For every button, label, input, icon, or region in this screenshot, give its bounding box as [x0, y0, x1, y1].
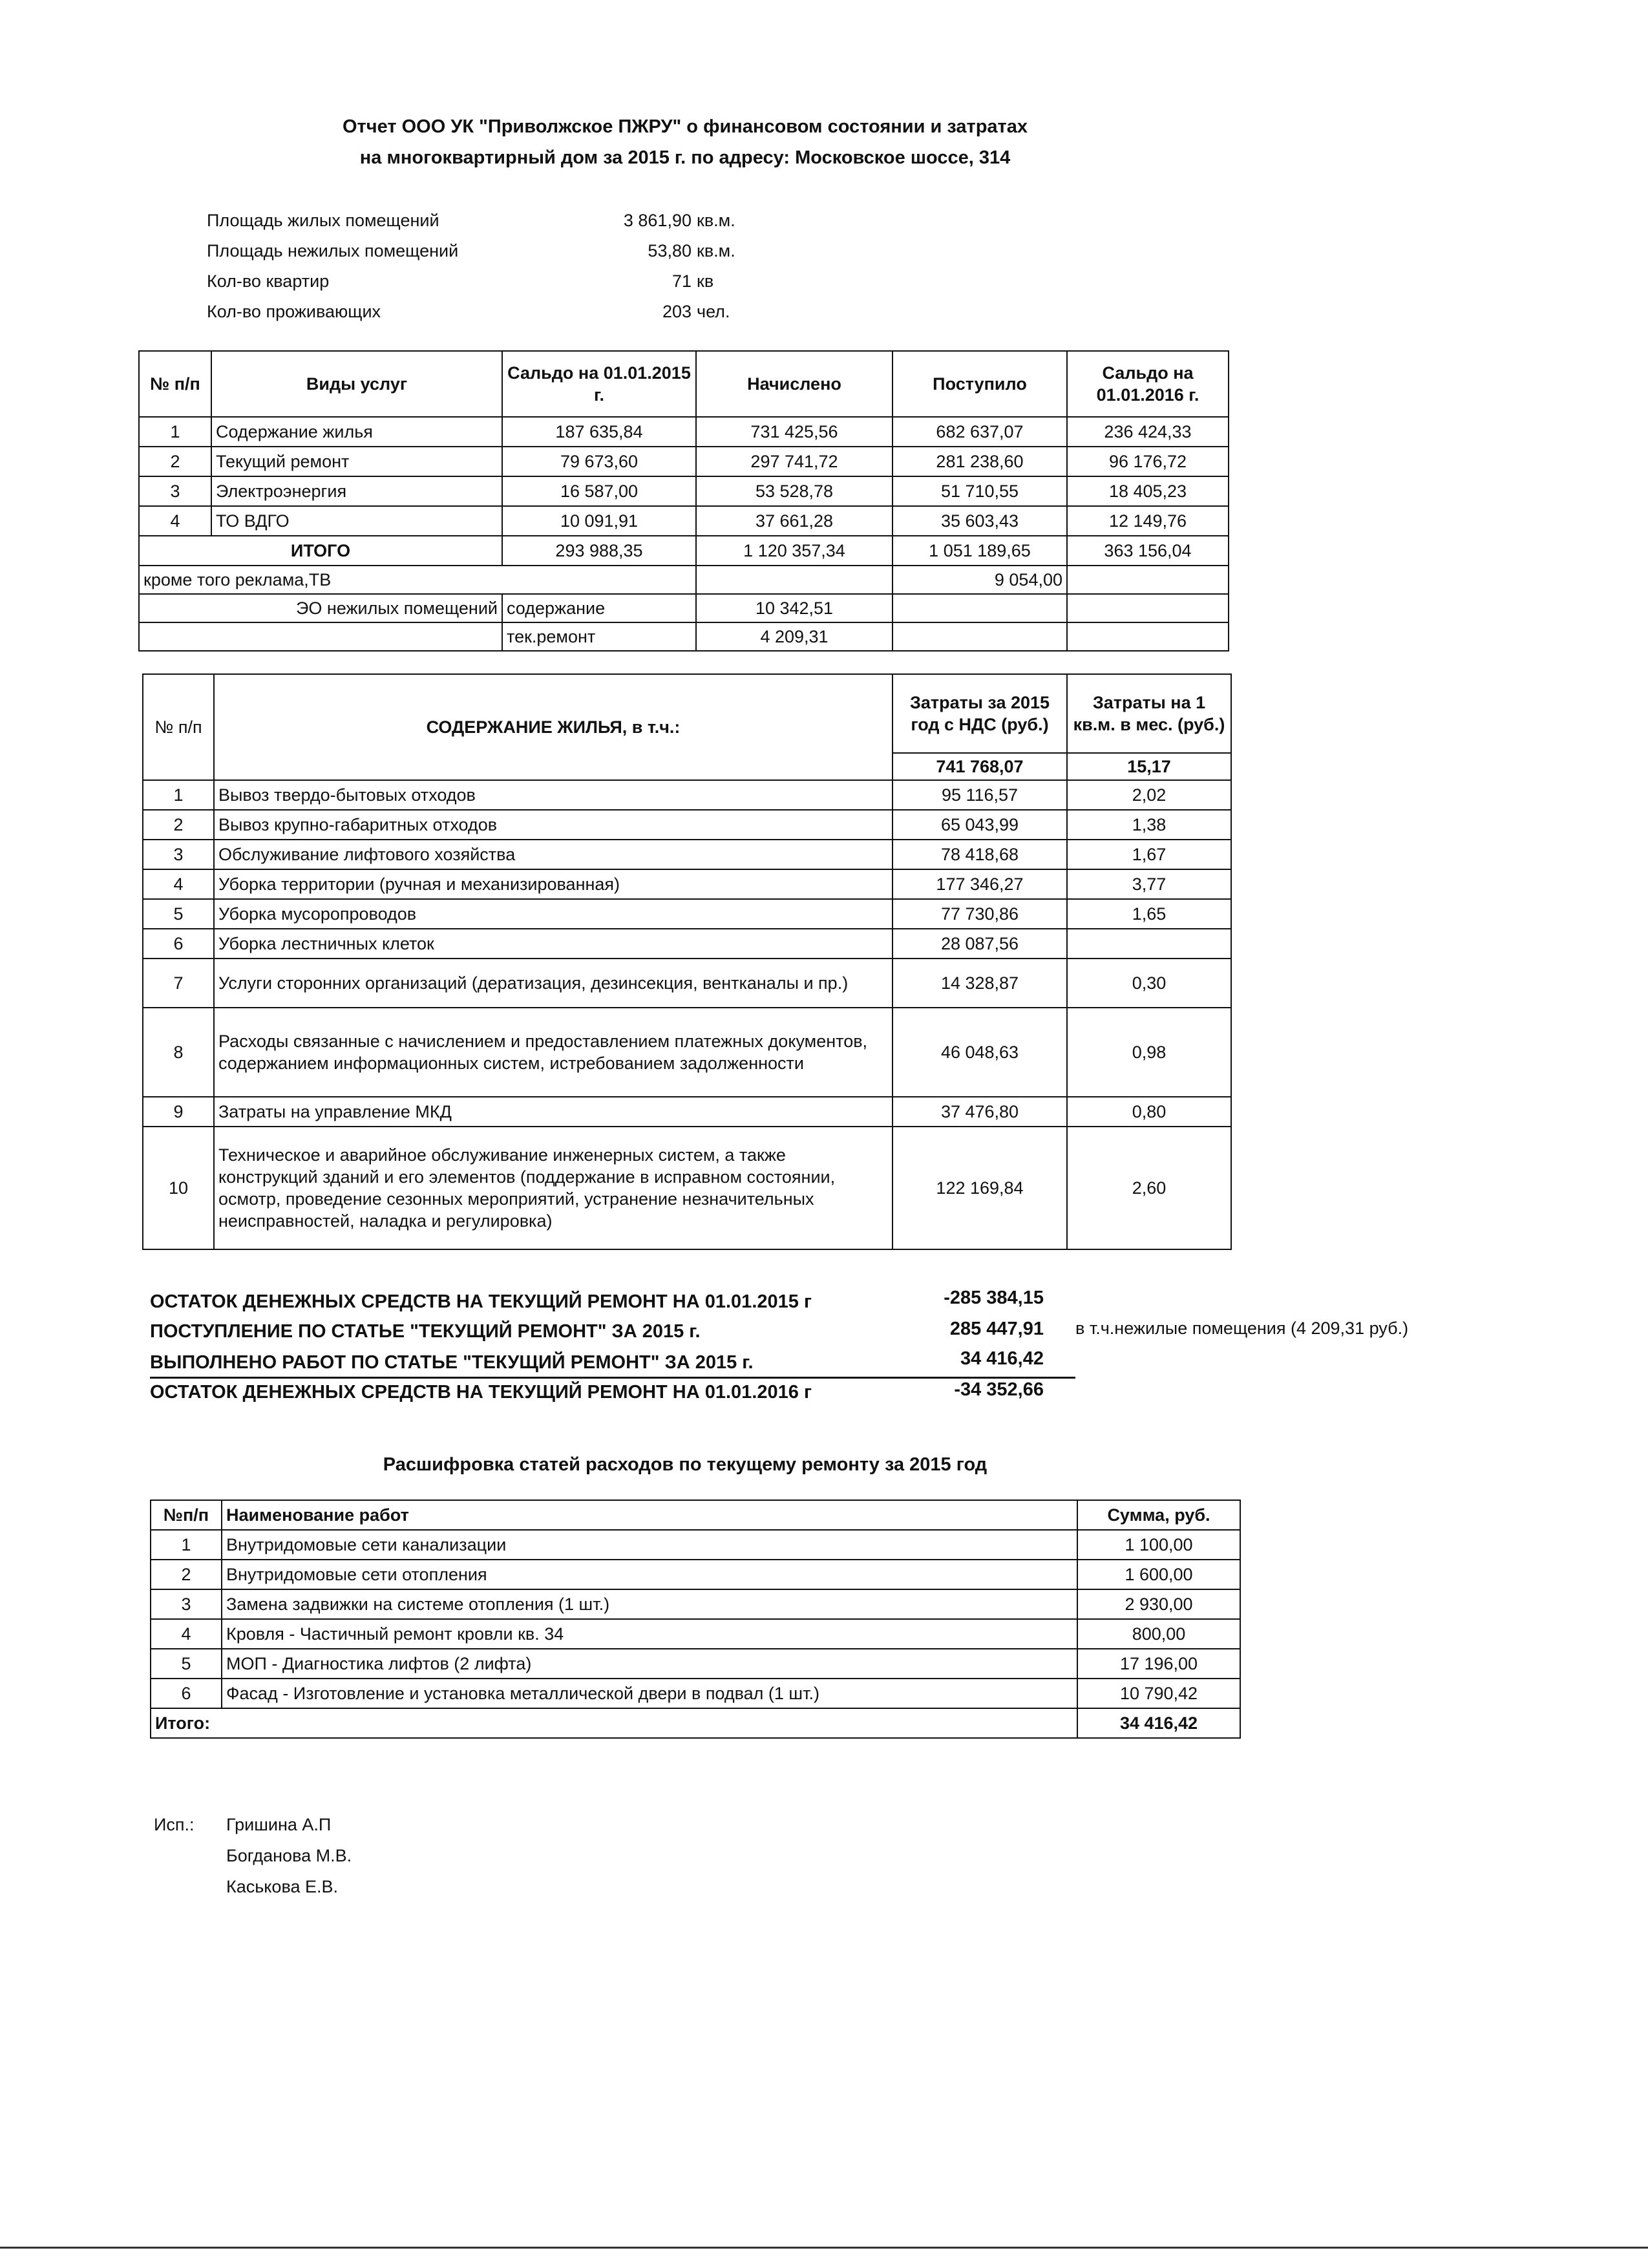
info-row: [207, 211, 735, 241]
cell: 741 768,07: [893, 753, 1067, 780]
total-row: [151, 1708, 1240, 1738]
balance-label: ОСТАТОК ДЕНЕЖНЫХ СРЕДСТВ НА ТЕКУЩИЙ РЕМОНТ НА 01.01.2016 г: [150, 1382, 812, 1403]
col-header: №п/п: [151, 1500, 222, 1530]
cell: 53 528,78: [696, 476, 893, 506]
col-header: № п/п: [139, 351, 211, 417]
info-value: 53,80: [648, 241, 692, 260]
cell: 96 176,72: [1067, 447, 1229, 476]
cell: [893, 594, 1067, 622]
balance-value: -285 384,15: [944, 1288, 1044, 1308]
table-row: [143, 1008, 1231, 1097]
cell: 15,17: [1067, 753, 1231, 780]
col-header: Затраты на 1 кв.м. в мес. (руб.): [1067, 674, 1231, 753]
cell: ТО ВДГО: [211, 506, 502, 536]
cell: Электроэнергия: [211, 476, 502, 506]
cell: [1067, 566, 1229, 594]
cell: 3: [143, 840, 214, 869]
col-header: Затраты за 2015 год с НДС (руб.): [893, 674, 1067, 753]
cell: Содержание жилья: [211, 417, 502, 447]
balance-value: -34 352,66: [954, 1379, 1044, 1400]
table-row: [151, 1530, 1240, 1560]
cell: МОП - Диагностика лифтов (2 лифта): [222, 1649, 1077, 1679]
cell: кроме того реклама,ТВ: [139, 566, 696, 594]
balance-note: в т.ч.нежилые помещения (4 209,31 руб.): [1075, 1319, 1409, 1338]
table-row: [139, 476, 1229, 506]
divider-line: [150, 1377, 1075, 1379]
cell: Внутридомовые сети отопления: [222, 1560, 1077, 1589]
cell: 10 790,42: [1077, 1679, 1240, 1708]
cell: 731 425,56: [696, 417, 893, 447]
table-row: [139, 566, 1229, 594]
info-row: [207, 241, 735, 271]
cell: 17 196,00: [1077, 1649, 1240, 1679]
cell: 1,65: [1067, 899, 1231, 929]
cell: 35 603,43: [893, 506, 1067, 536]
total-label: Итого:: [151, 1708, 1077, 1738]
cell: Вывоз крупно-габаритных отходов: [214, 810, 893, 840]
info-value: 71: [671, 271, 692, 291]
table-row: [143, 899, 1231, 929]
info-unit: кв: [697, 271, 714, 291]
cell: 236 424,33: [1067, 417, 1229, 447]
cell: 4: [151, 1619, 222, 1649]
cell: 28 087,56: [893, 929, 1067, 959]
title-line-1: Отчет ООО УК "Приволжское ПЖРУ" о финансовом состоянии и затратах: [342, 116, 1028, 137]
table-row: [143, 1127, 1231, 1249]
cell: [893, 622, 1067, 651]
cell: 3,77: [1067, 869, 1231, 899]
cell: 10 091,91: [502, 506, 696, 536]
cell: Текущий ремонт: [211, 447, 502, 476]
signature-name: Богданова М.В.: [226, 1846, 352, 1865]
cell: 1: [139, 417, 211, 447]
cell: содержание: [502, 594, 696, 622]
cell: 65 043,99: [893, 810, 1067, 840]
cell: 9 054,00: [893, 566, 1067, 594]
cell: 2,60: [1067, 1127, 1231, 1249]
balance-value: 285 447,91: [949, 1319, 1044, 1339]
table-row: [139, 506, 1229, 536]
cell: ЭО нежилых помещений: [139, 594, 502, 622]
info-label: Площадь жилых помещений: [207, 211, 439, 230]
balance-label: ПОСТУПЛЕНИЕ ПО СТАТЬЕ "ТЕКУЩИЙ РЕМОНТ" ЗА 2015 г.: [150, 1321, 701, 1342]
cell: 293 988,35: [502, 536, 696, 566]
building-info: [207, 211, 735, 332]
table-header-row: [151, 1500, 1240, 1530]
cell: 297 741,72: [696, 447, 893, 476]
cell: 37 661,28: [696, 506, 893, 536]
cell: 5: [151, 1649, 222, 1679]
table-row: [139, 622, 1229, 651]
cell: Уборка территории (ручная и механизированная): [214, 869, 893, 899]
table-row: [143, 1097, 1231, 1127]
table-row: [151, 1649, 1240, 1679]
signature-name: Каськова Е.В.: [226, 1877, 339, 1896]
cell: 6: [151, 1679, 222, 1708]
cell: Замена задвижки на системе отопления (1 шт.): [222, 1589, 1077, 1619]
title-line-2: на многоквартирный дом за 2015 г. по адресу: Московское шоссе, 314: [359, 147, 1011, 168]
cell: 122 169,84: [893, 1127, 1067, 1249]
cell: 4: [143, 869, 214, 899]
cell: 0,30: [1067, 959, 1231, 1008]
col-header: Сальдо на 01.01.2016 г.: [1067, 351, 1229, 417]
cell: 46 048,63: [893, 1008, 1067, 1097]
cell: 0,80: [1067, 1097, 1231, 1127]
cell: 10 342,51: [696, 594, 893, 622]
cell: 14 328,87: [893, 959, 1067, 1008]
cell: 1 051 189,65: [893, 536, 1067, 566]
cell: 9: [143, 1097, 214, 1127]
cell: 0,98: [1067, 1008, 1231, 1097]
balance-value: 34 416,42: [960, 1348, 1044, 1369]
cell: 1: [143, 780, 214, 810]
table-row: [151, 1560, 1240, 1589]
col-header: Наименование работ: [222, 1500, 1077, 1530]
cell: 37 476,80: [893, 1097, 1067, 1127]
table-row: [139, 447, 1229, 476]
col-header: Поступило: [893, 351, 1067, 417]
table-row: [151, 1589, 1240, 1619]
cell: Вывоз твердо-бытовых отходов: [214, 780, 893, 810]
cell: 51 710,55: [893, 476, 1067, 506]
balance-label: ВЫПОЛНЕНО РАБОТ ПО СТАТЬЕ "ТЕКУЩИЙ РЕМОНТ" ЗА 2015 г.: [150, 1352, 754, 1373]
table-row: [143, 929, 1231, 959]
total-value: 34 416,42: [1077, 1708, 1240, 1738]
cell: 4: [139, 506, 211, 536]
cell: 95 116,57: [893, 780, 1067, 810]
cell: 79 673,60: [502, 447, 696, 476]
table-header-row: [139, 351, 1229, 417]
balance-label: ОСТАТОК ДЕНЕЖНЫХ СРЕДСТВ НА ТЕКУЩИЙ РЕМОНТ НА 01.01.2015 г: [150, 1291, 812, 1312]
cell: Уборка лестничных клеток: [214, 929, 893, 959]
info-row: [207, 271, 724, 302]
cell: Уборка мусоропроводов: [214, 899, 893, 929]
maintenance-table: [142, 673, 1232, 1250]
info-label: Кол-во квартир: [207, 271, 330, 291]
cell: 16 587,00: [502, 476, 696, 506]
cell: 3: [139, 476, 211, 506]
cell: 187 635,84: [502, 417, 696, 447]
cell: Расходы связанные с начислением и предоставлением платежных документов, содержанием информационных систем, истребованием задолженности: [214, 1008, 893, 1097]
col-header: Сумма, руб.: [1077, 1500, 1240, 1530]
cell: 8: [143, 1008, 214, 1097]
info-unit: кв.м.: [697, 241, 735, 260]
cell: Кровля - Частичный ремонт кровли кв. 34: [222, 1619, 1077, 1649]
cell: 363 156,04: [1067, 536, 1229, 566]
total-label: ИТОГО: [139, 536, 502, 566]
cell: Техническое и аварийное обслуживание инженерных систем, а также конструкций зданий и его элементов (поддержание в исправном состоянии, осмотр, проведение сезонных мероприятий, устранение незначительных неисправностей, наладка и регулировка): [214, 1127, 893, 1249]
repairs-table: [150, 1500, 1241, 1739]
cell: 800,00: [1077, 1619, 1240, 1649]
cell: 1,38: [1067, 810, 1231, 840]
cell: 78 418,68: [893, 840, 1067, 869]
col-header: Виды услуг: [211, 351, 502, 417]
info-row: [207, 302, 730, 332]
table-row: [139, 417, 1229, 447]
cell: 1: [151, 1530, 222, 1560]
cell: 77 730,86: [893, 899, 1067, 929]
col-header: № п/п: [143, 674, 214, 780]
table-row: [151, 1619, 1240, 1649]
cell: 4 209,31: [696, 622, 893, 651]
cell: 1 120 357,34: [696, 536, 893, 566]
cell: [1067, 622, 1229, 651]
info-unit: чел.: [697, 302, 730, 321]
cell: 1 100,00: [1077, 1530, 1240, 1560]
info-label: Кол-во проживающих: [207, 302, 381, 321]
cell: Фасад - Изготовление и установка металлической двери в подвал (1 шт.): [222, 1679, 1077, 1708]
cell: 2: [143, 810, 214, 840]
signature-label: Исп.:: [154, 1815, 195, 1834]
info-unit: кв.м.: [697, 211, 735, 230]
cell: 1,67: [1067, 840, 1231, 869]
cell: Затраты на управление МКД: [214, 1097, 893, 1127]
scan-edge-line: [0, 2247, 1648, 2249]
cell: Услуги сторонних организаций (дератизация, дезинсекция, вентканалы и пр.): [214, 959, 893, 1008]
col-header: Сальдо на 01.01.2015 г.: [502, 351, 696, 417]
cell: Внутридомовые сети канализации: [222, 1530, 1077, 1560]
cell: 2,02: [1067, 780, 1231, 810]
cell: 5: [143, 899, 214, 929]
table-header-row: [143, 674, 1231, 753]
cell: 177 346,27: [893, 869, 1067, 899]
repairs-title: Расшифровка статей расходов по текущему ремонту за 2015 год: [383, 1454, 988, 1475]
cell: 10: [143, 1127, 214, 1249]
cell: 2 930,00: [1077, 1589, 1240, 1619]
cell: [139, 622, 502, 651]
cell: 3: [151, 1589, 222, 1619]
cell: 2: [151, 1560, 222, 1589]
cell: [1067, 594, 1229, 622]
cell: 7: [143, 959, 214, 1008]
table-row: [143, 959, 1231, 1008]
col-header: Начислено: [696, 351, 893, 417]
cell: тек.ремонт: [502, 622, 696, 651]
table-row: [143, 840, 1231, 869]
cell: 18 405,23: [1067, 476, 1229, 506]
col-header: СОДЕРЖАНИЕ ЖИЛЬЯ, в т.ч.:: [214, 674, 893, 780]
cell: [696, 566, 893, 594]
cell: 12 149,76: [1067, 506, 1229, 536]
cell: 1 600,00: [1077, 1560, 1240, 1589]
info-value: 3 861,90: [623, 211, 692, 230]
cell: 281 238,60: [893, 447, 1067, 476]
cell: 6: [143, 929, 214, 959]
table-row: [143, 869, 1231, 899]
table-row: [139, 594, 1229, 622]
signature-name: Гришина А.П: [226, 1815, 332, 1834]
table-row: [143, 780, 1231, 810]
services-table: [138, 350, 1229, 652]
report-title: [0, 111, 1370, 173]
total-row: [139, 536, 1229, 566]
cell: [1067, 929, 1231, 959]
table-row: [151, 1679, 1240, 1708]
cell: 682 637,07: [893, 417, 1067, 447]
info-label: Площадь нежилых помещений: [207, 241, 459, 260]
cell: 2: [139, 447, 211, 476]
cell: Обслуживание лифтового хозяйства: [214, 840, 893, 869]
info-value: 203: [662, 302, 692, 321]
table-row: [143, 810, 1231, 840]
